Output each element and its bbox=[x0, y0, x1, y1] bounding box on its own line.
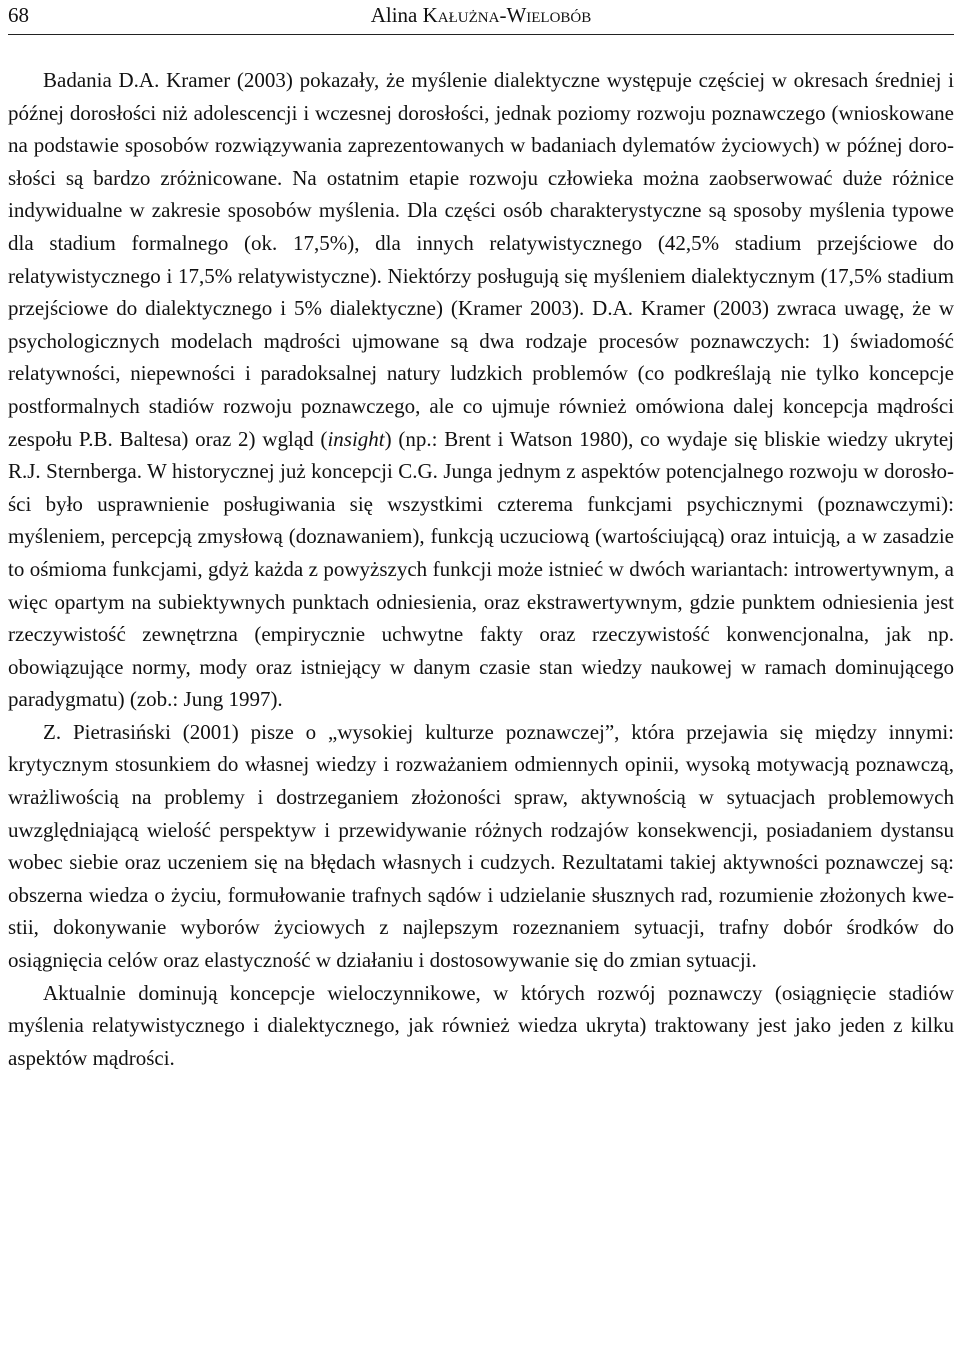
paragraph-3: Aktualnie dominują koncepcje wieloczynnikowe, w których rozwój poznawczy (osiągnięcie stadiów myślenia relatywistycznego i dialektycznego, jak również wiedza ukryta) traktowany jest jako jeden z kilku aspektów mądrości. bbox=[8, 980, 954, 1070]
book-page bbox=[8, 0, 954, 1354]
author-surname: Kałużna-Wielobób bbox=[422, 3, 592, 27]
paragraph-1-part-2: ) (np.: Brent i Watson 1980), co wydaje się bliskie wiedzy ukrytej R.J. Sternberga. W historycznej już koncepcji C.G. Junga jednym z aspektów potencjalnego rozwoju w dorosłości było usprawnienie posługiwania się wszystkimi czterema funkcjami psychicznymi (poznawczymi): myśleniem, percepcją zmysłową (doznawaniem), funkcją uczuciową (wartościującą) oraz intuicją, a w zasadzie to ośmioma funkcjami, gdyż każda z powyższych funkcji może istnieć w dwóch wariantach: introwertywnym, a więc opartym na subiektywnych punktach odniesienia, oraz ekstrawertywnym, gdzie punktem odniesienia jest rzeczywistość zewnętrzna (empirycznie uchwytne fakty oraz rzeczywistość konwencjonalna, jak np. obowiązujące normy, mody oraz istniejący w danym czasie stan wiedzy naukowej w ramach dominującego paradygmatu) (zob.: Jung 1997). bbox=[8, 426, 954, 712]
page-number: 68 bbox=[8, 3, 29, 27]
body-text bbox=[8, 64, 954, 1074]
paragraph-2: Z. Pietrasiński (2001) pisze o „wysokiej kulturze poznawczej”, która przejawia się między innymi: krytycznym stosunkiem do własnej wiedzy i rozważaniem odmiennych opinii, wysoką motywacją poznawczą, wrażliwością na problemy i dostrzeganiem złożoności spraw, aktywnością w sytuacjach problemowych uwzględniającą wielość perspektyw i przewidywanie różnych rodzajów konsekwencji, posiadaniem dystansu wobec siebie oraz uczeniem się na błędach własnych i cudzych. Rezultatami takiej aktywności poznawczej są: obszerna wiedza o życiu, formułowanie trafnych sądów i udzielanie słusznych rad, rozumienie złożonych kwestii, dokonywanie wyborów życiowych z najlepszym rozeznaniem sytuacji, trafny dobór środków do osiągnięcia celów oraz elastyczność w działaniu i dostosowywanie się do zmian sytuacji. bbox=[8, 719, 954, 973]
header-rule bbox=[8, 34, 954, 35]
paragraph-1-part-1: Badania D.A. Kramer (2003) pokazały, że myślenie dialektyczne występuje częściej w okresach średniej i późnej dorosłości niż adolescencji i wczesnej dorosłości, jednak poziomy rozwoju poznawczego (wnioskowane na podstawie sposobów rozwiązywania zaprezentowanych w badaniach dylematów życiowych) w późnej dorosłości są bardzo zróżnicowane. Na ostatnim etapie rozwoju człowieka można zaobserwować duże różnice indywidualne w zakresie sposobów myślenia. Dla części osób charakterystyczne są sposoby myślenia typowe dla stadium formalnego (ok. 17,5%), dla innych relatywistycznego (42,5% stadium przejściowe do relatywistycznego i 17,5% relatywistyczne). Niektórzy posługują się myśleniem dialektycznym (17,5% stadium przejściowe do dialektycznego i 5% dialektyczne) (Kramer 2003). D.A. Kramer (2003) zwraca uwagę, że w psychologicznych modelach mądrości ujmowane są dwa rodzaje procesów poznawczych: 1) świadomość relatywności, niepewności i paradoksalnej natury ludzkich problemów (co podkreślają nie tylko koncepcje postformalnych stadiów rozwoju poznawczego, ale co ujmuje również omówiona dalej koncepcja mądrości zespołu P.B. Baltesa) oraz 2) wgląd ( bbox=[8, 68, 954, 451]
paragraph-1 bbox=[8, 64, 954, 716]
italic-term: insight bbox=[327, 426, 385, 451]
author-first-name: Alina bbox=[370, 3, 423, 27]
running-header bbox=[8, 0, 954, 42]
running-title bbox=[8, 2, 954, 28]
